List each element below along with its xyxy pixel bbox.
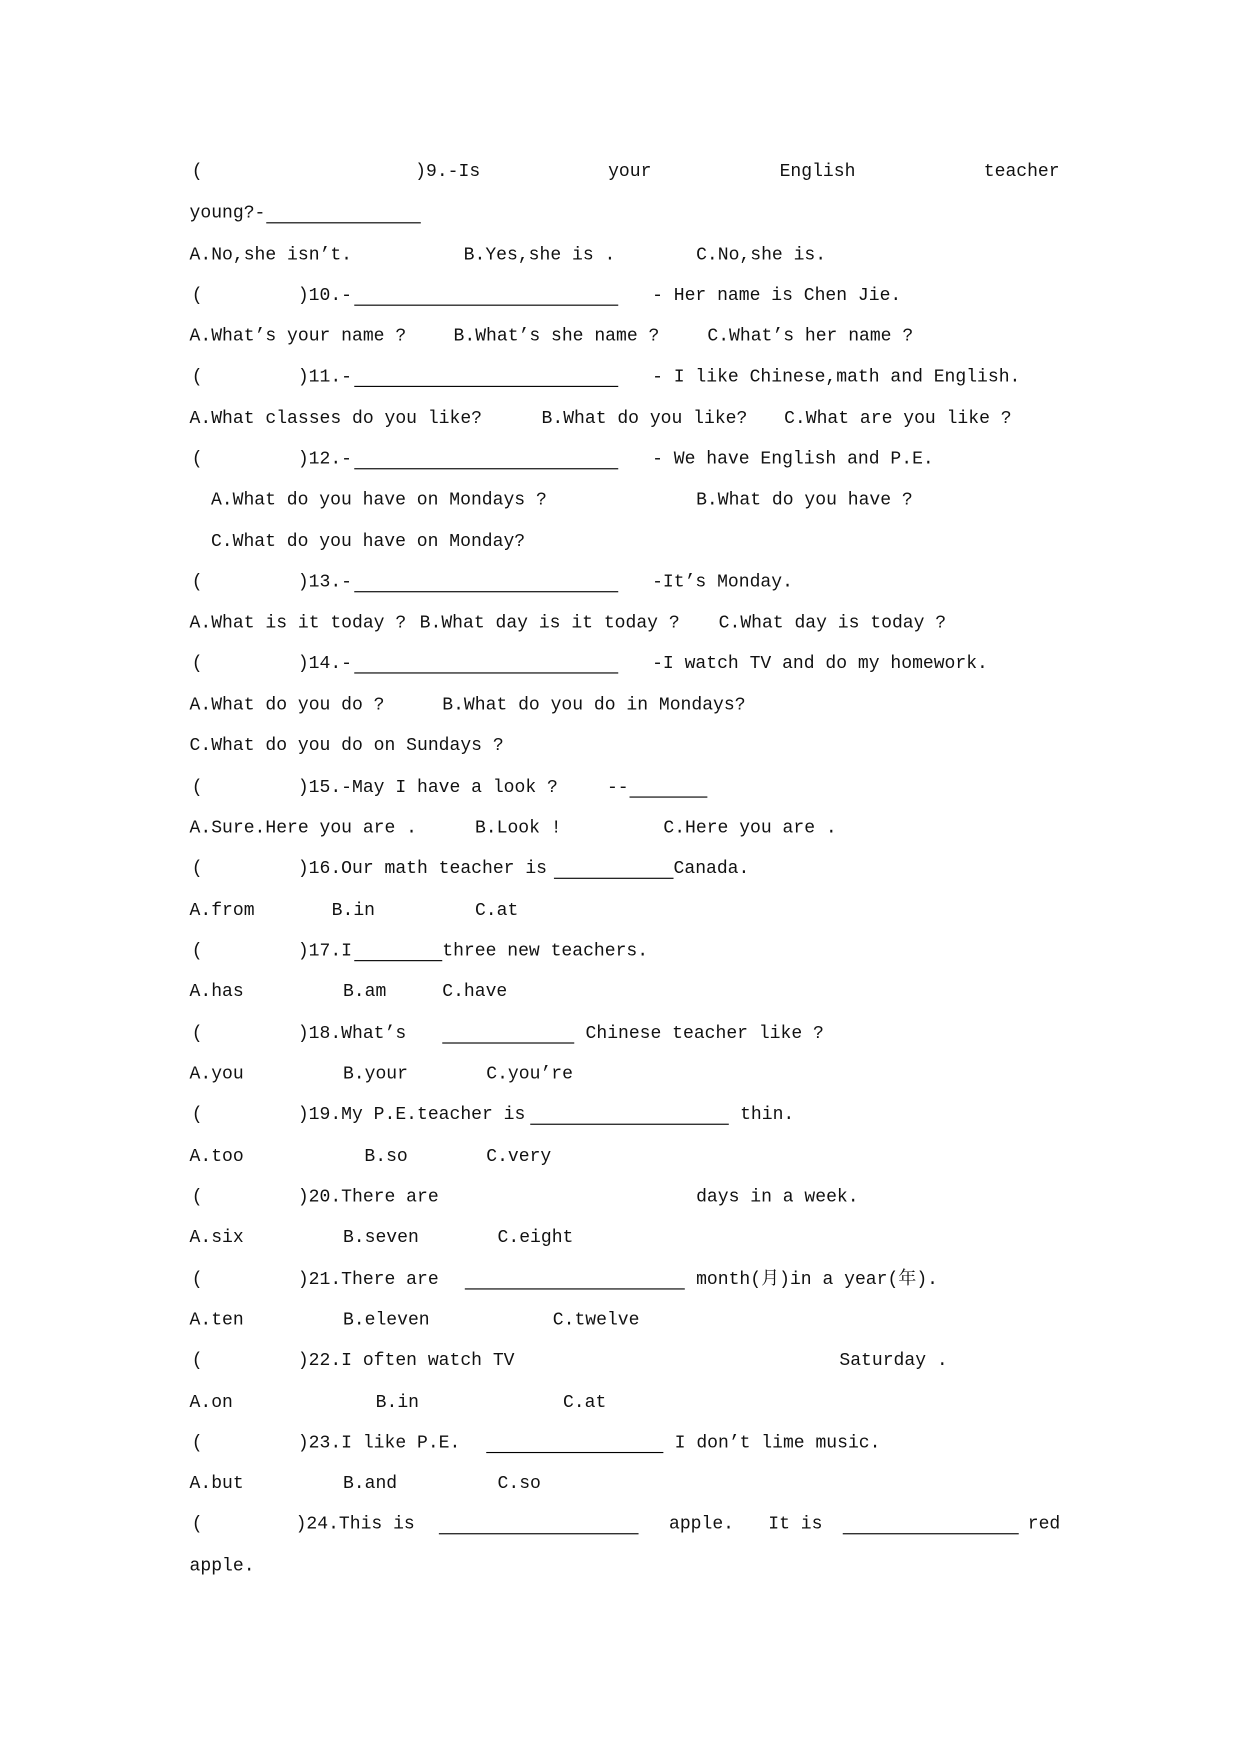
q17-stem-line	[0, 940, 1241, 963]
q12-options-line	[0, 530, 1241, 553]
q14-paren: (	[191, 653, 203, 674]
q24-paren: (	[191, 1514, 203, 1535]
q16-option-b: B.in	[331, 900, 376, 921]
q14-answer-blank	[354, 652, 618, 673]
q19-stem-text: )19.My P.E.teacher is	[297, 1104, 526, 1125]
q9-answer-blank	[266, 202, 421, 223]
q17-stem-text: )17.I	[297, 940, 353, 962]
q18-answer-blank	[442, 1022, 574, 1043]
q16-stem-text: )16.Our math teacher is	[297, 858, 547, 879]
q15-stem-line	[0, 776, 1241, 799]
q10-option-c: C.What’s her name ?	[707, 326, 914, 347]
q9-stem-text: English	[779, 161, 856, 182]
q22-paren: (	[191, 1350, 203, 1371]
q16-paren: (	[191, 858, 203, 879]
q18-option-a: A.you	[189, 1063, 244, 1085]
q21-stem-text: month(月)in a year(年).	[696, 1269, 939, 1290]
q22-stem-line	[0, 1349, 1241, 1372]
q13-option-b: B.What day is it today ?	[419, 612, 680, 633]
q24-stem-text: apple.	[669, 1514, 735, 1535]
q13-options-line	[0, 611, 1241, 634]
q13-stem-line	[0, 571, 1241, 594]
q18-stem-text: )18.What’s	[297, 1023, 407, 1044]
q15-option-b: B.Look !	[474, 817, 562, 839]
q22-option-b: B.in	[375, 1392, 420, 1413]
q12-option-b: B.What do you have ?	[696, 489, 913, 510]
q9-option-a: A.No,she isn’t.	[189, 244, 353, 266]
q22-options-line	[0, 1391, 1241, 1414]
q14-stem-line	[0, 652, 1241, 675]
q13-option-a: A.What is it today ?	[189, 612, 407, 633]
q12-paren: (	[191, 449, 203, 470]
q24-stem-text: )24.This is	[295, 1514, 415, 1535]
q10-option-a: A.What’s your name ?	[189, 326, 407, 347]
q15-paren: (	[191, 777, 203, 798]
q20-paren: (	[191, 1186, 203, 1208]
q14-option-c: C.What do you do on Sundays ?	[189, 735, 504, 756]
q13-stem-text: )13.-	[297, 571, 353, 593]
q24-answer-blank-2	[843, 1513, 1019, 1534]
q12-option-c: C.What do you have on Monday?	[210, 531, 526, 552]
q17-option-b: B.am	[342, 981, 387, 1002]
q15-answer-blank	[630, 776, 708, 797]
q22-stem-text: Saturday .	[839, 1350, 948, 1371]
q18-paren: (	[191, 1023, 203, 1044]
q21-stem-line	[0, 1268, 1241, 1291]
q24-stem-text: red	[1027, 1514, 1061, 1535]
q9-stem-text: )9.-Is	[415, 161, 481, 182]
q12-option-a: A.What do you have on Mondays ?	[210, 489, 547, 510]
q24-stem-continued-line	[0, 1555, 1241, 1578]
q18-stem-line	[0, 1022, 1241, 1045]
q16-option-a: A.from	[189, 900, 255, 921]
q9-stem-text: teacher	[983, 161, 1060, 182]
q21-option-b: B.eleven	[342, 1309, 430, 1331]
q21-option-c: C.twelve	[552, 1309, 640, 1331]
q16-stem-line	[0, 857, 1241, 880]
q9-option-c: C.No,she is.	[696, 244, 827, 266]
q14-option-b: B.What do you do in Mondays?	[442, 694, 746, 716]
q19-stem-text: thin.	[740, 1104, 795, 1125]
q10-stem-text: - Her name is Chen Jie.	[652, 285, 902, 306]
q17-answer-blank	[354, 940, 442, 961]
q23-option-a: A.but	[189, 1473, 244, 1494]
q19-paren: (	[191, 1104, 203, 1125]
q21-stem-text: )21.There are	[297, 1269, 439, 1290]
q9-stem-continued: young?-	[189, 203, 266, 224]
q9-stem-continued-line	[0, 202, 1241, 225]
q23-option-b: B.and	[342, 1473, 398, 1494]
q10-answer-blank	[354, 284, 618, 305]
q11-stem-text: - I like Chinese,math and English.	[652, 366, 1021, 387]
q18-options-line	[0, 1063, 1241, 1086]
q23-options-line	[0, 1472, 1241, 1495]
q11-answer-blank	[354, 366, 618, 387]
q11-option-a: A.What classes do you like?	[189, 408, 483, 429]
q21-option-a: A.ten	[189, 1309, 244, 1331]
q18-stem-text: Chinese teacher like ?	[585, 1023, 824, 1044]
q12-stem-line	[0, 448, 1241, 471]
q10-paren: (	[191, 285, 203, 306]
q21-options-line	[0, 1309, 1241, 1332]
q16-stem-text: Canada.	[673, 858, 750, 879]
q14-stem-text: -I watch TV and do my homework.	[652, 653, 988, 674]
q21-answer-blank	[465, 1268, 685, 1289]
q19-option-b: B.so	[364, 1146, 408, 1167]
q14-options-line	[0, 694, 1241, 717]
q23-stem-line	[0, 1432, 1241, 1455]
q9-stem-line	[0, 160, 1241, 183]
q13-paren: (	[191, 571, 203, 593]
q20-stem-text: days in a week.	[696, 1186, 859, 1208]
q15-option-a: A.Sure.Here you are .	[189, 817, 418, 839]
q9-paren: (	[191, 161, 203, 182]
q13-option-c: C.What day is today ?	[718, 612, 947, 633]
q16-options-line	[0, 899, 1241, 922]
q11-stem-line	[0, 366, 1241, 389]
q12-stem-text: )12.-	[297, 449, 353, 470]
q11-option-c: C.What are you like ?	[784, 408, 1012, 429]
q20-stem-text: )20.There are	[297, 1186, 439, 1208]
q10-options-line	[0, 325, 1241, 348]
q18-option-b: B.your	[342, 1063, 408, 1085]
q16-option-c: C.at	[474, 900, 519, 921]
q20-option-c: C.eight	[497, 1227, 574, 1248]
q9-options-line	[0, 244, 1241, 267]
q12-stem-text: - We have English and P.E.	[652, 449, 934, 470]
q15-stem-text: )15.-May I have a look ?	[297, 777, 558, 798]
q24-stem-text: It is	[768, 1514, 823, 1535]
q11-stem-text: )11.-	[297, 366, 353, 387]
q11-option-b: B.What do you like?	[541, 408, 748, 429]
q17-paren: (	[191, 940, 203, 962]
q22-stem-text: )22.I often watch TV	[297, 1350, 515, 1371]
q24-answer-blank-1	[439, 1513, 639, 1534]
q19-stem-line	[0, 1103, 1241, 1126]
q19-answer-blank	[530, 1103, 729, 1124]
q19-option-a: A.too	[189, 1146, 244, 1167]
q23-answer-blank	[486, 1432, 663, 1453]
q20-option-b: B.seven	[342, 1227, 419, 1248]
q17-option-a: A.has	[189, 981, 244, 1002]
q24-stem-continued: apple.	[189, 1555, 255, 1577]
q17-options-line	[0, 980, 1241, 1003]
q22-option-c: C.at	[562, 1392, 607, 1413]
q20-stem-line	[0, 1186, 1241, 1209]
q12-options-line	[0, 489, 1241, 512]
q14-option-a: A.What do you do ?	[189, 694, 385, 716]
q20-options-line	[0, 1226, 1241, 1249]
q15-stem-text: --	[606, 777, 629, 798]
q12-answer-blank	[354, 448, 618, 469]
q23-stem-text: )23.I like P.E.	[297, 1432, 461, 1454]
q10-stem-text: )10.-	[297, 285, 353, 306]
q16-answer-blank	[554, 857, 674, 878]
q20-option-a: A.six	[189, 1227, 244, 1248]
q11-options-line	[0, 407, 1241, 430]
q14-options-line	[0, 734, 1241, 757]
q14-stem-text: )14.-	[297, 653, 353, 674]
q13-stem-text: -It’s Monday.	[652, 571, 793, 593]
q15-options-line	[0, 817, 1241, 840]
q23-stem-text: I don’t lime music.	[674, 1432, 881, 1454]
q10-option-b: B.What’s she name ?	[453, 326, 660, 347]
q9-stem-text: your	[608, 161, 652, 182]
q9-option-b: B.Yes,she is .	[463, 244, 616, 266]
q21-paren: (	[191, 1269, 203, 1290]
q19-option-c: C.very	[486, 1146, 552, 1167]
q17-option-c: C.have	[442, 981, 508, 1002]
q18-option-c: C.you’re	[486, 1063, 573, 1085]
q23-paren: (	[191, 1432, 203, 1454]
q15-option-c: C.Here you are .	[663, 817, 837, 839]
q17-stem-text: three new teachers.	[442, 940, 649, 962]
q13-answer-blank	[354, 571, 618, 592]
q24-stem-line	[0, 1513, 1241, 1536]
q23-option-c: C.so	[497, 1473, 541, 1494]
q10-stem-line	[0, 284, 1241, 307]
q22-option-a: A.on	[189, 1392, 233, 1413]
q11-paren: (	[191, 366, 203, 387]
q19-options-line	[0, 1145, 1241, 1168]
